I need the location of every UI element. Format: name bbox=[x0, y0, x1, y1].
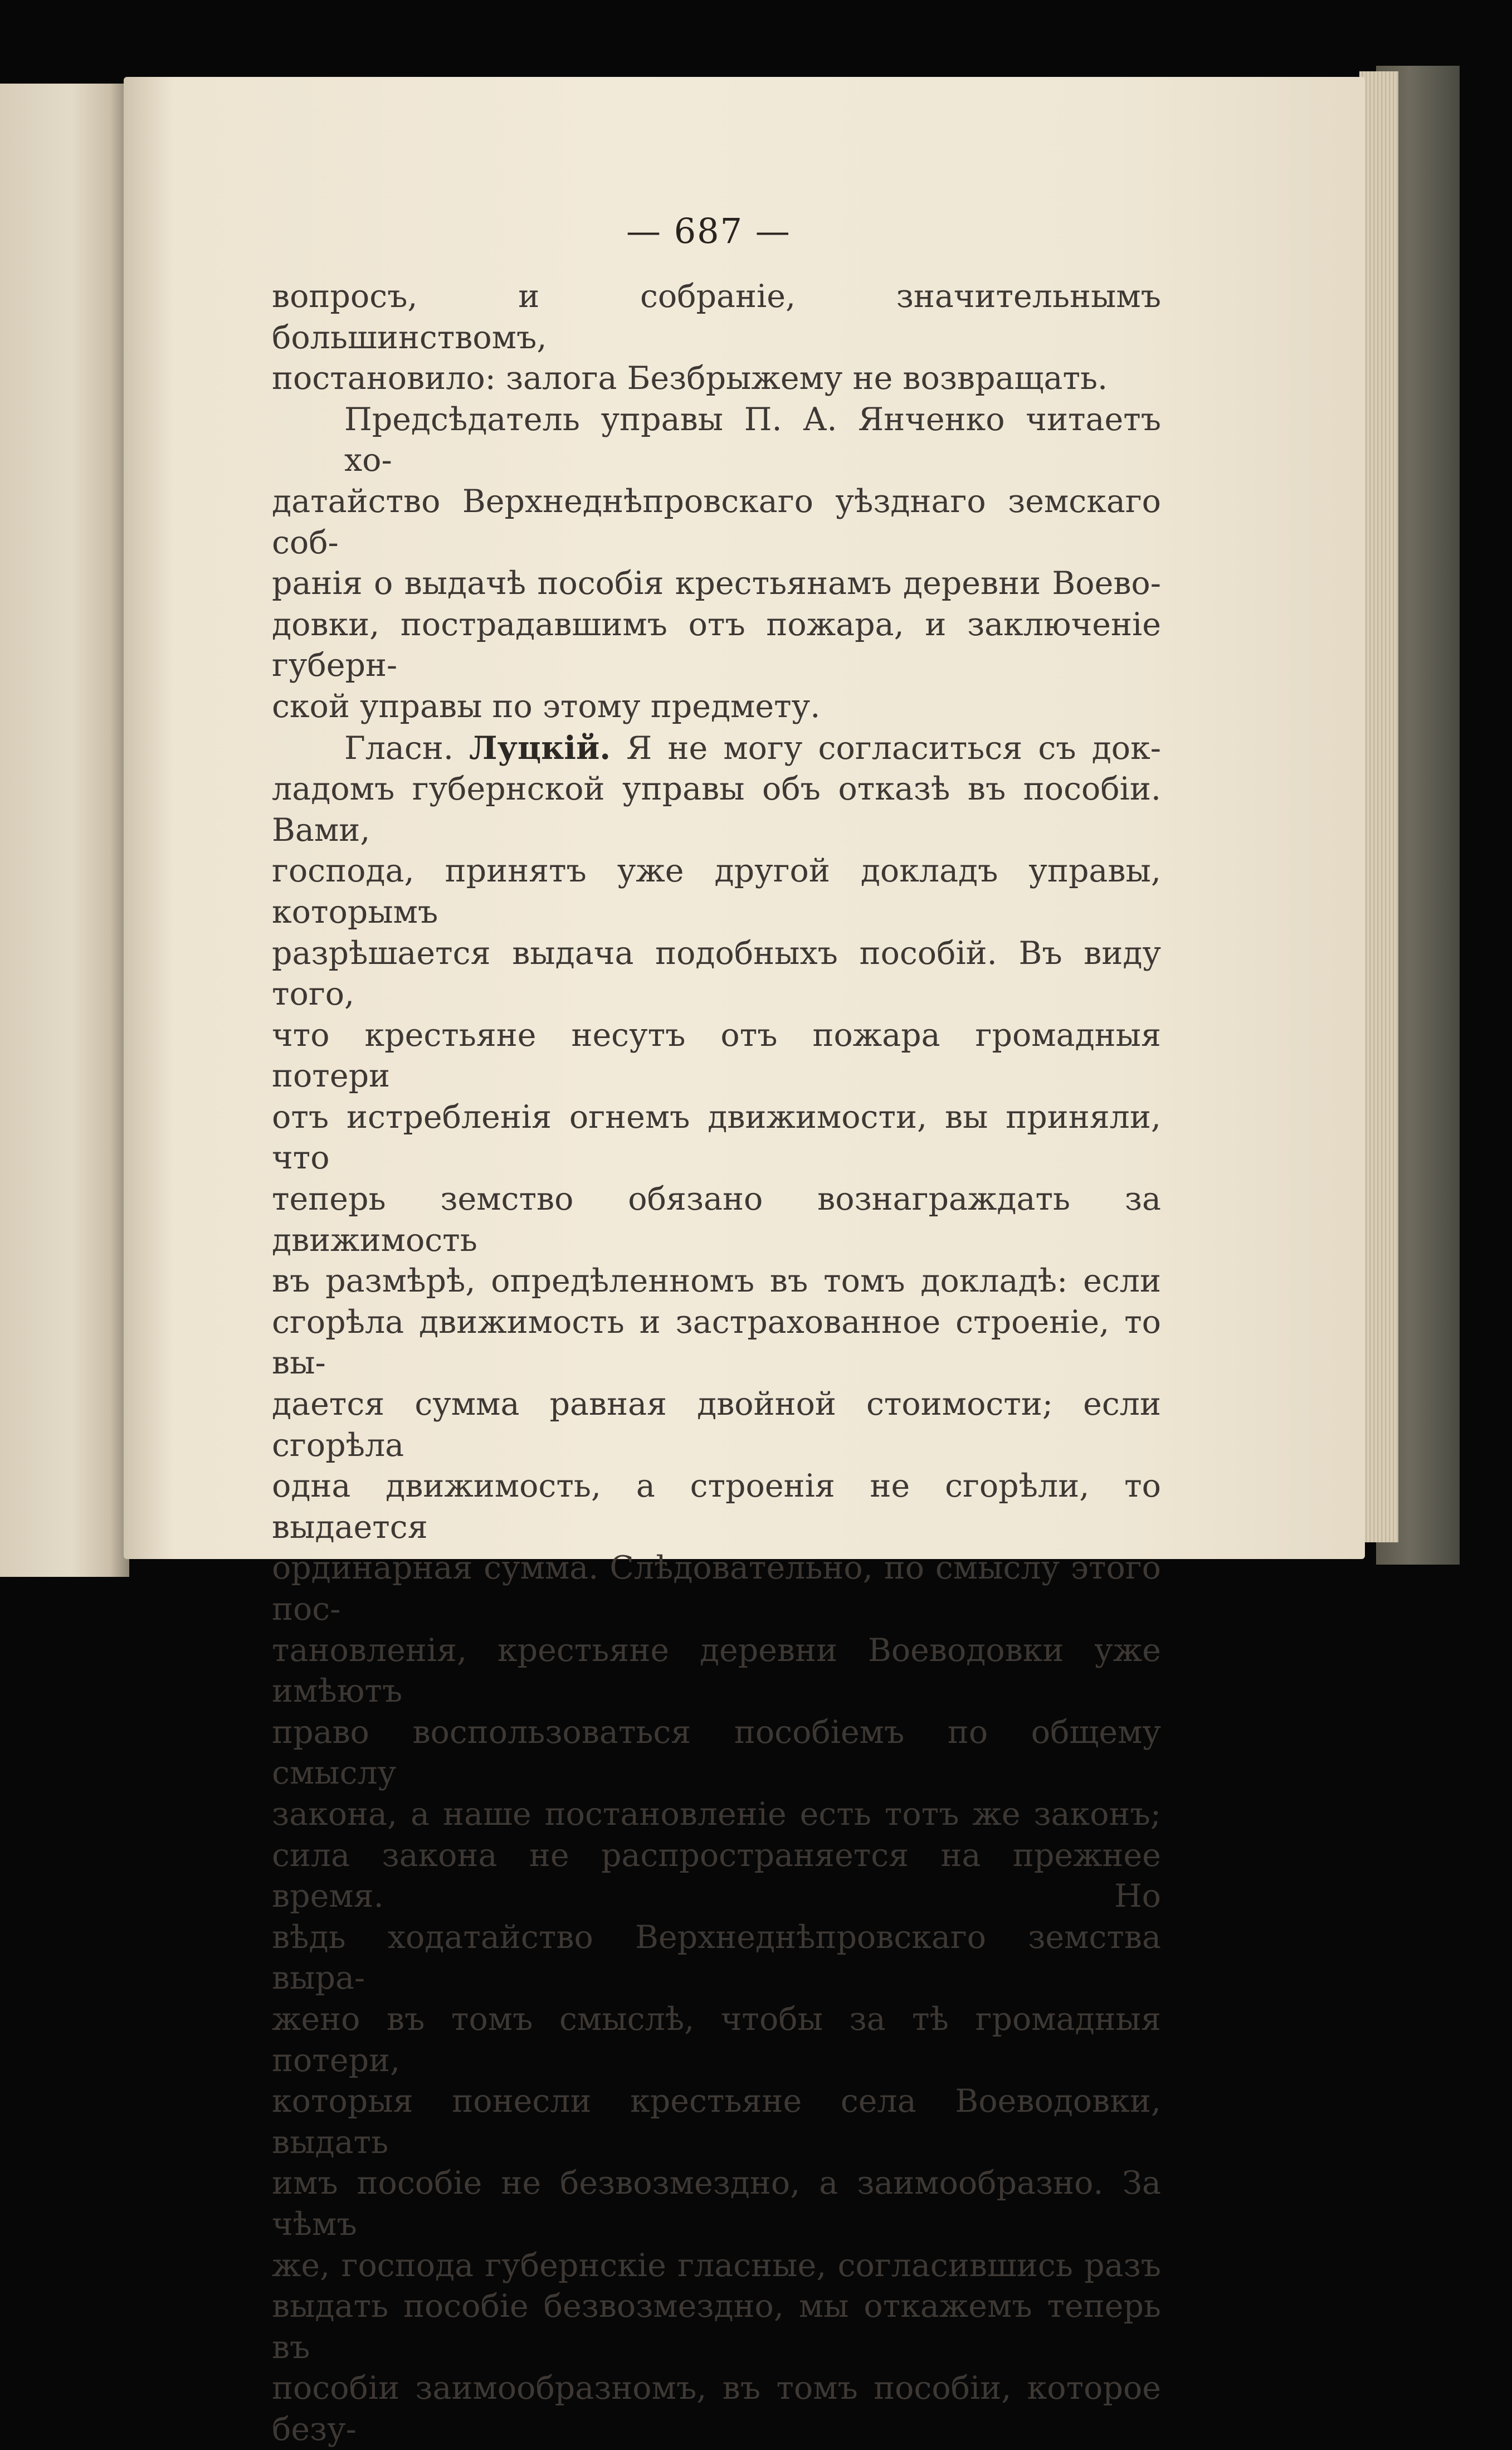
text-line bbox=[272, 728, 1161, 769]
page-number: — 687 — bbox=[626, 211, 791, 251]
text-line: одна движимость, а строенія не сгорѣли, то выдается bbox=[272, 1468, 1161, 1546]
text-line: Предсѣдатель управы П. А. Янченко читаетъ хо- bbox=[344, 401, 1161, 479]
text-line: постановило: залога Безбрыжему не возвращать. bbox=[272, 360, 1108, 397]
text-line: вопросъ, и собраніе, значительнымъ большинствомъ, bbox=[272, 278, 1161, 356]
text-line: господа, принятъ уже другой докладъ управы, которымъ bbox=[272, 853, 1161, 931]
paragraph bbox=[272, 276, 1161, 400]
text-line: довки, пострадавшимъ отъ пожара, и заключеніе губерн- bbox=[272, 606, 1161, 684]
text-line: же, господа губернскіе гласные, согласившись разъ bbox=[272, 2247, 1161, 2284]
text-line: сгорѣла движимость и застрахованное строеніе, то вы- bbox=[272, 1303, 1161, 1382]
text-line: закона, а наше постановленіе есть тотъ же законъ; bbox=[272, 1795, 1161, 1833]
text-line: которыя понесли крестьяне села Воеводовки, выдать bbox=[272, 2083, 1161, 2161]
text-line: пособіи заимообразномъ, въ томъ пособіи, которое безу- bbox=[272, 2370, 1161, 2448]
text-line: ранія о выдачѣ пособія крестьянамъ деревни Воево- bbox=[272, 565, 1161, 602]
text-line: вѣдь ходатайство Верхнеднѣпровскаго земства выра- bbox=[272, 1918, 1161, 1997]
text-line: отъ истребленія огнемъ движимости, вы приняли, что bbox=[272, 1098, 1161, 1177]
text-line: датайство Верхнеднѣпровскаго уѣзднаго земскаго соб- bbox=[272, 483, 1161, 561]
facing-page-edge bbox=[0, 84, 129, 1577]
text-line: разрѣшается выдача подобныхъ пособій. Въ виду того, bbox=[272, 934, 1161, 1013]
paragraph bbox=[272, 400, 1161, 728]
text-line: тановленія, крестьяне деревни Воеводовки уже имѣютъ bbox=[272, 1631, 1161, 1710]
text-line: сила закона не распространяется на прежнее время. Но bbox=[272, 1837, 1161, 1915]
paragraph bbox=[272, 728, 1161, 2450]
text-line: жено въ томъ смыслѣ, чтобы за тѣ громадныя потери, bbox=[272, 2000, 1161, 2079]
body-text bbox=[272, 276, 1161, 2450]
text-line: право воспользоваться пособіемъ по общему смыслу bbox=[272, 1713, 1161, 1792]
page-stack-edges bbox=[1359, 71, 1398, 1542]
speaker-name: Луцкій. bbox=[469, 729, 611, 767]
speaker-prefix: Гласн. bbox=[344, 729, 453, 767]
text-line: дается сумма равная двойной стоимости; если сгорѣла bbox=[272, 1386, 1161, 1464]
text-line: выдать пособіе безвозмездно, мы откажемъ теперь въ bbox=[272, 2288, 1161, 2366]
speech-text: Я не могу согласиться съ док- bbox=[626, 729, 1162, 767]
text-line: ладомъ губернской управы объ отказѣ въ пособіи. Вами, bbox=[272, 771, 1161, 849]
text-line: ординарная сумма. Слѣдовательно, по смыслу этого пос- bbox=[272, 1550, 1161, 1628]
text-line: теперь земство обязано вознаграждать за движимость bbox=[272, 1181, 1161, 1259]
text-line: что крестьяне несутъ отъ пожара громадныя потери bbox=[272, 1016, 1161, 1095]
text-line: ской управы по этому предмету. bbox=[272, 688, 821, 725]
text-line: въ размѣрѣ, опредѣленномъ въ томъ докладѣ: если bbox=[272, 1263, 1161, 1300]
text-line: имъ пособіе не безвозмездно, а заимообразно. За чѣмъ bbox=[272, 2165, 1161, 2243]
